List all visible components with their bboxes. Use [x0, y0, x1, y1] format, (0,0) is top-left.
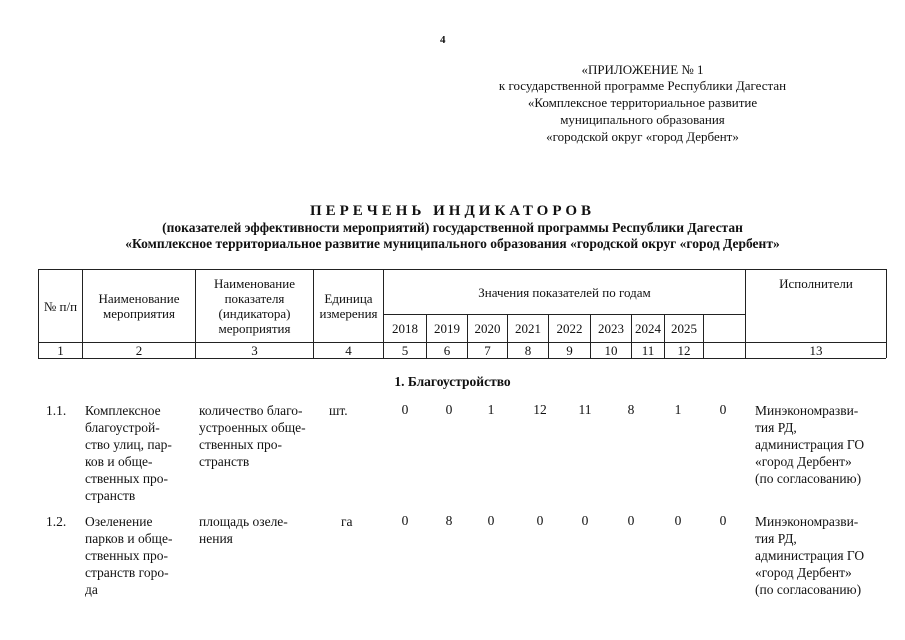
- row-value-2025: 0: [719, 513, 727, 528]
- year-2024: 2024: [635, 321, 661, 336]
- year-2023: 2023: [598, 321, 624, 336]
- row-number: 1.1.: [46, 403, 67, 418]
- row-value-2024: 0: [674, 513, 682, 528]
- document-title: ПЕРЕЧЕНЬ ИНДИКАТОРОВ: [309, 203, 596, 219]
- row-value-2022: 0: [581, 513, 589, 528]
- column-number: 6: [443, 343, 451, 358]
- appendix-line-4: муниципального образования: [560, 112, 725, 127]
- year-2018: 2018: [392, 321, 418, 336]
- row-number: 1.2.: [46, 514, 67, 529]
- column-number: 5: [401, 343, 409, 358]
- column-number: 1: [57, 343, 64, 358]
- row-indicator-name: количество благо- устроенных обще- ственных про- странств: [199, 403, 306, 469]
- header-no: № п/п: [43, 298, 78, 314]
- section-heading: 1. Благоустройство: [394, 374, 511, 389]
- row-executors: Минэкономразви- тия РД, администрация ГО «город Дербент» (по согласованию): [755, 514, 865, 597]
- header-event: Наименование мероприятия: [98, 291, 180, 321]
- column-number: 10: [604, 343, 618, 358]
- row-value-2018: 0: [401, 402, 409, 417]
- column-number: 11: [641, 343, 655, 358]
- column-number: 2: [135, 343, 143, 358]
- row-value-2018: 0: [401, 513, 409, 528]
- row-value-2021: 12: [533, 402, 547, 417]
- row-value-2025: 0: [719, 402, 727, 417]
- row-unit: га: [341, 514, 353, 529]
- column-number: 7: [484, 343, 491, 358]
- row-value-2019: 8: [445, 513, 453, 528]
- row-executors: Минэкономразви- тия РД, администрация ГО «город Дербент» (по согласованию): [755, 403, 865, 486]
- row-value-2020: 1: [487, 402, 495, 417]
- row-value-2024: 1: [674, 402, 682, 417]
- column-number: 12: [677, 343, 691, 358]
- page-number: 4: [440, 34, 446, 46]
- column-number: 3: [251, 343, 258, 358]
- row-event-name: Комплексное благоустрой- ство улиц, пар- ков и обще- ственных про- странств: [85, 403, 172, 503]
- column-number: 4: [345, 343, 352, 358]
- row-unit: шт.: [329, 403, 348, 418]
- row-indicator-name: площадь озеле- нения: [199, 514, 288, 546]
- row-value-2023: 8: [627, 402, 635, 417]
- year-2022: 2022: [556, 321, 583, 336]
- row-event-name: Озеленение парков и обще- ственных про- странств горо- да: [85, 514, 173, 597]
- appendix-line-3: «Комплексное территориальное развитие: [527, 95, 758, 110]
- row-value-2020: 0: [487, 513, 495, 528]
- document-subtitle-2: «Комплексное территориальное развитие муниципального образования «городской округ «город Дербент»: [125, 236, 780, 251]
- header-unit: Единица измерения: [319, 291, 378, 321]
- row-value-2019: 0: [445, 402, 453, 417]
- column-number: 13: [809, 343, 823, 358]
- column-number: 9: [566, 343, 573, 358]
- year-2020: 2020: [474, 321, 501, 336]
- document-subtitle-1: (показателей эффективности мероприятий) государственной программы Республики Дагестан: [162, 220, 743, 235]
- year-2021: 2021: [515, 321, 541, 336]
- row-value-2021: 0: [536, 513, 544, 528]
- row-value-2022: 11: [578, 402, 592, 417]
- appendix-line-1: «ПРИЛОЖЕНИЕ № 1: [581, 62, 704, 77]
- appendix-line-2: к государственной программе Республики Дагестан: [498, 78, 787, 93]
- header-values-group: Значения показателей по годам: [478, 284, 651, 300]
- column-number: 8: [524, 343, 532, 358]
- header-executors: Исполнители: [779, 276, 853, 291]
- year-2019: 2019: [434, 321, 460, 336]
- row-value-2023: 0: [627, 513, 635, 528]
- appendix-line-5: «городской округ «город Дербент»: [546, 129, 739, 144]
- header-indicator: Наименование показателя (индикатора) мероприятия: [214, 276, 295, 336]
- year-2025: 2025: [671, 321, 697, 336]
